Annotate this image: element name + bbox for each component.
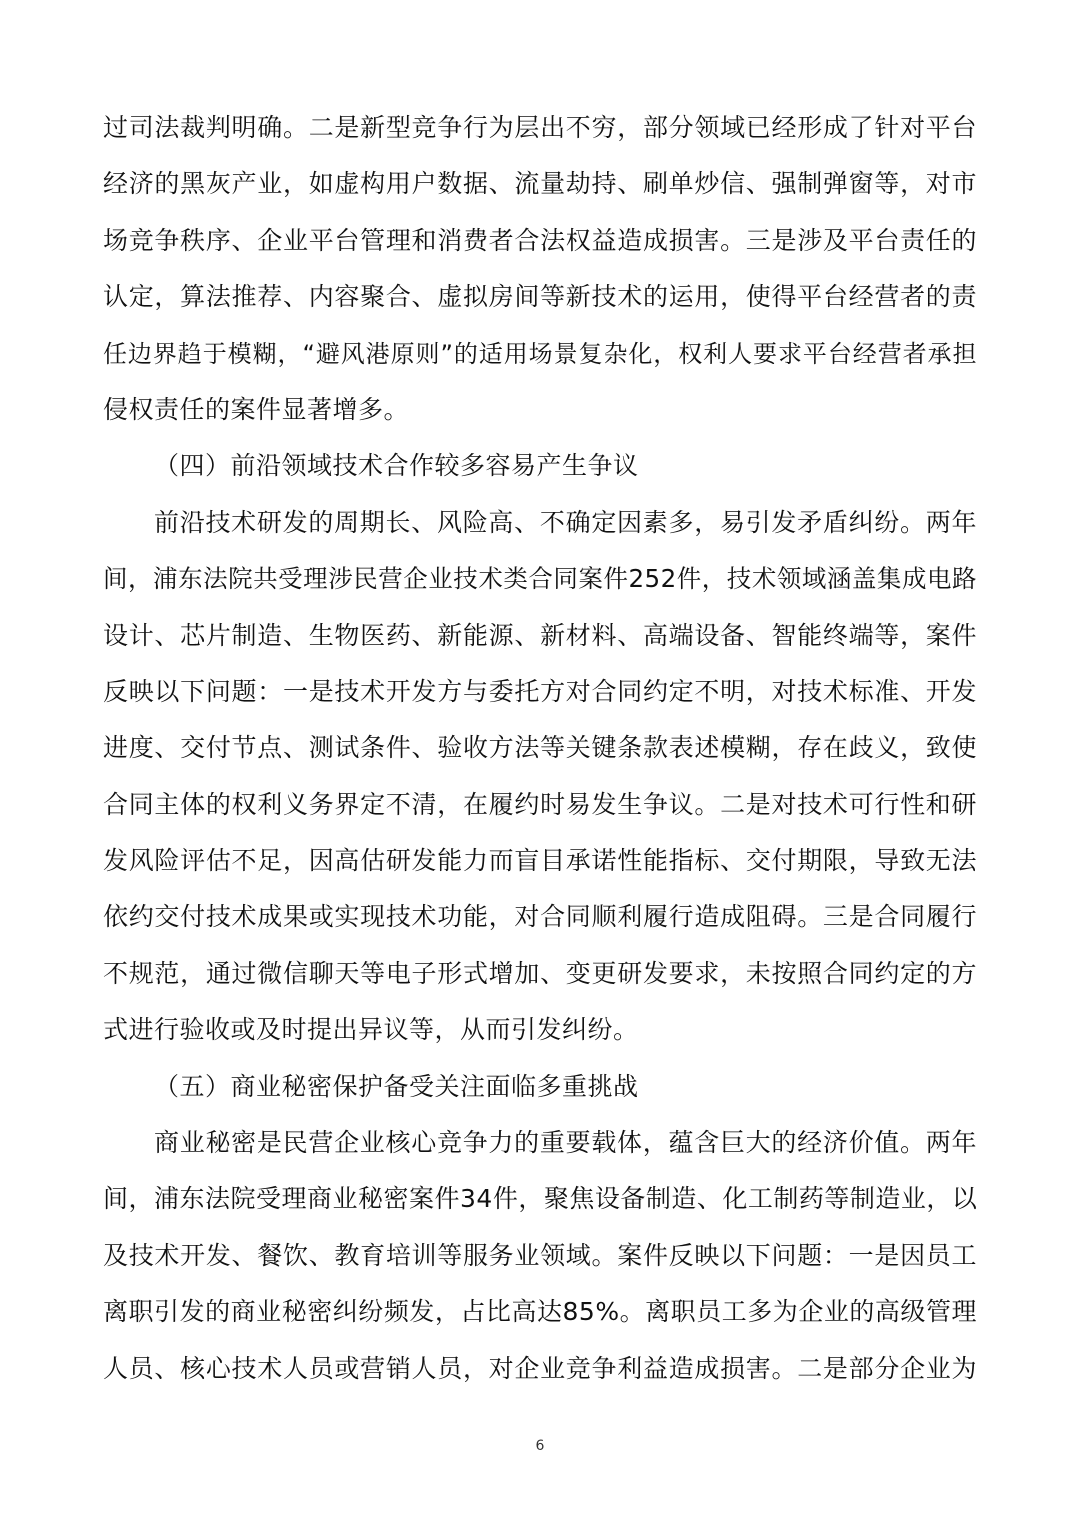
- text-line: 依约交付技术成果或实现技术功能，对合同顺利履行造成阻碍。三是合同履行: [103, 902, 977, 932]
- page-number: 6: [535, 1438, 545, 1454]
- section-heading-4: （四）前沿领域技术合作较多容易产生争议: [154, 451, 639, 481]
- text-line: 设计、芯片制造、生物医药、新能源、新材料、高端设备、智能终端等，案件: [103, 620, 977, 650]
- text-line: 经济的黑灰产业，如虚构用户数据、流量劫持、刷单炒信、强制弹窗等，对市: [103, 169, 977, 199]
- text-line: 发风险评估不足，因高估研发能力而盲目承诺性能指标、交付期限，导致无法: [103, 846, 977, 876]
- text-line: 合同主体的权利义务界定不清，在履约时易发生争议。二是对技术可行性和研: [103, 789, 977, 819]
- text-line: 过司法裁判明确。二是新型竞争行为层出不穷，部分领域已经形成了针对平台: [103, 113, 977, 142]
- text-line: 商业秘密是民营企业核心竞争力的重要载体，蕴含巨大的经济价值。两年: [154, 1128, 977, 1158]
- text-line: 反映以下问题：一是技术开发方与委托方对合同约定不明，对技术标准、开发: [103, 676, 977, 706]
- body-text: [103, 100, 977, 1397]
- text-line: 不规范，通过微信聊天等电子形式增加、变更研发要求，未按照合同约定的方: [103, 958, 977, 988]
- text-line: 间，浦东法院受理商业秘密案件34件，聚焦设备制造、化工制药等制造业，以: [103, 1184, 978, 1214]
- text-line: 场竞争秩序、企业平台管理和消费者合法权益造成损害。三是涉及平台责任的: [103, 225, 977, 255]
- text-line: 间，浦东法院共受理涉民营企业技术类合同案件252件，技术领域涵盖集成电路: [103, 564, 977, 594]
- text-line: 及技术开发、餐饮、教育培训等服务业领域。案件反映以下问题：一是因员工: [103, 1240, 977, 1270]
- text-line: 离职引发的商业秘密纠纷频发，占比高达85%。离职员工多为企业的高级管理: [103, 1297, 977, 1327]
- text-line: 任边界趋于模糊，“避风港原则”的适用场景复杂化，权利人要求平台经营者承担: [103, 339, 977, 368]
- text-line: 进度、交付节点、测试条件、验收方法等关键条款表述模糊，存在歧义，致使: [103, 733, 977, 763]
- text-line: 人员、核心技术人员或营销人员，对企业竞争利益造成损害。二是部分企业为: [103, 1353, 977, 1383]
- text-line: 前沿技术研发的周期长、风险高、不确定因素多，易引发矛盾纠纷。两年: [154, 507, 977, 537]
- text-line: 式进行验收或及时提出异议等，从而引发纠纷。: [103, 1015, 639, 1045]
- section-heading-5: （五）商业秘密保护备受关注面临多重挑战: [154, 1071, 639, 1101]
- text-line: 侵权责任的案件显著增多。: [103, 394, 410, 424]
- text-line: 认定，算法推荐、内容聚合、虚拟房间等新技术的运用，使得平台经营者的责: [103, 282, 977, 312]
